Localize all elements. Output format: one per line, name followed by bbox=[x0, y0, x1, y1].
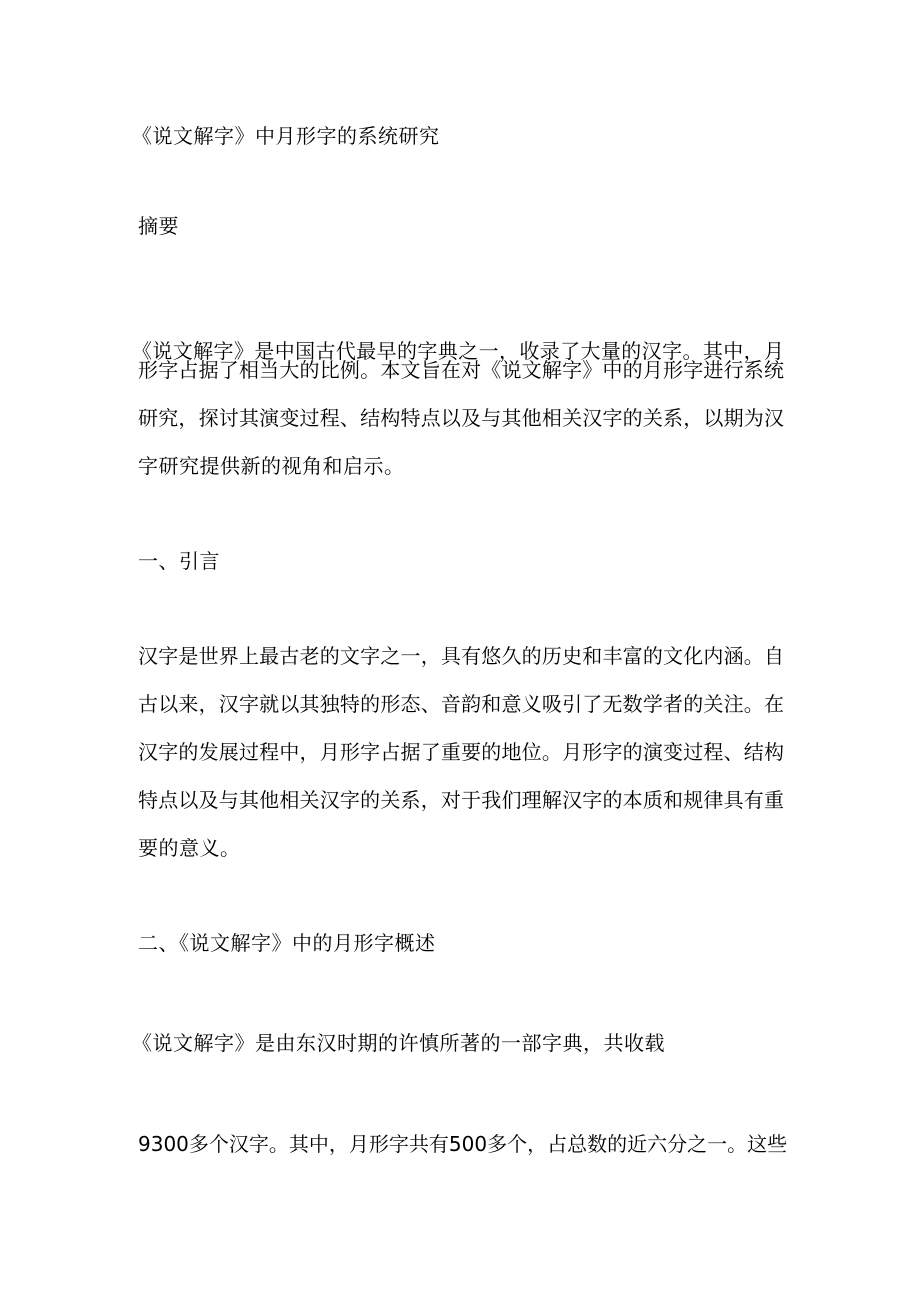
section-1-line-5: 要的意义。 bbox=[138, 836, 241, 860]
section-1-line-4: 特点以及与其他相关汉字的关系，对于我们理解汉字的本质和规律具有重 bbox=[138, 788, 784, 812]
abstract-line-1: 《说文解字》是中国古代最早的字典之一，收录了大量的汉字。其中，月 bbox=[132, 339, 784, 363]
section-1-line-2: 古以来，汉字就以其独特的形态、音韵和意义吸引了无数学者的关注。在 bbox=[138, 692, 784, 716]
abstract-line-3: 研究，探讨其演变过程、结构特点以及与其他相关汉字的关系，以期为汉 bbox=[138, 406, 784, 430]
section-2-line-1: 《说文解字》是由东汉时期的许慎所著的一部字典，共收载 bbox=[132, 1031, 665, 1055]
section-1-line-1: 汉字是世界上最古老的文字之一，具有悠久的历史和丰富的文化内涵。自 bbox=[138, 644, 784, 668]
document-title: 《说文解字》中月形字的系统研究 bbox=[132, 124, 440, 148]
section-2-line-2: 9300多个汉字。其中，月形字共有500多个，占总数的近六分之一。这些 bbox=[138, 1132, 788, 1156]
abstract-heading: 摘要 bbox=[138, 214, 179, 238]
abstract-line-4: 字研究提供新的视角和启示。 bbox=[138, 454, 405, 478]
section-1-heading: 一、引言 bbox=[138, 549, 220, 573]
abstract-line-2: 形字占据了相当大的比例。本文旨在对《说文解字》中的月形字进行系统 bbox=[138, 358, 784, 382]
section-2-heading: 二、《说文解字》中的月形字概述 bbox=[138, 931, 436, 955]
section-1-line-3: 汉字的发展过程中，月形字占据了重要的地位。月形字的演变过程、结构 bbox=[138, 740, 784, 764]
